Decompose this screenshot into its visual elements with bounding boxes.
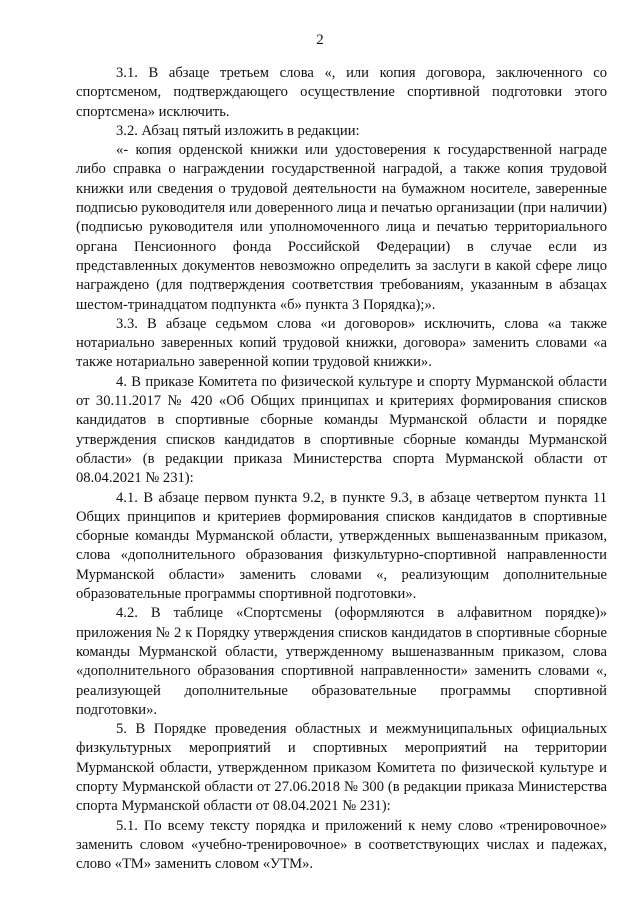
document-body xyxy=(76,64,607,874)
paragraph-3-2: 3.2. Абзац пятый изложить в редакции: xyxy=(116,122,360,139)
paragraph-3-2-quote: «- копия орденской книжки или удостоверения к государственной награде либо справка о награждении государственной наградой, а также копия трудовой книжки или сведения о трудовой деятельности на бумажном носителе, заверенные подписью руководителя или доверенного лица и печатью организации (при наличии) (подписью руководителя или уполномоченного лица и печатью территориального органа Пенсионного фонда Российской Федерации) в случае если из представленных документов невозможно определить за заслуги в какой сфере лицо награждено (для подтверждения соответствия требованиям, указанным в абзацах шестом-тринадцатом подпункта «б» пункта 3 Порядка);». xyxy=(76,142,607,313)
paragraph-3-1: 3.1. В абзаце третьем слова «, или копия договора, заключенного со спортсменом, подтверждающего осуществление спортивной подготовки этого спортсмена» исключить. xyxy=(76,65,607,120)
paragraph-3-3: 3.3. В абзаце седьмом слова «и договоров» исключить, слова «а также нотариально заверенных копий трудовой книжки, договора» заменить словами «а также нотариально заверенной копии трудовой книжки». xyxy=(76,315,607,371)
paragraph-5-1: 5.1. По всему тексту порядка и приложений к нему слово «тренировочное» заменить словом «учебно-тренировочное» в соответствующих числах и падежах, слово «ТМ» заменить словом «УТМ». xyxy=(76,817,607,873)
paragraph-4-1: 4.1. В абзаце первом пункта 9.2, в пункте 9.3, в абзаце четвертом пункта 11 Общих принципов и критериев формирования списков кандидатов в спортивные сборные команды Мурманской области, утвержденных вышеназванным приказом, слова «дополнительного образования физкультурно-спортивной направленности Мурманской области» заменить словами «, реализующим дополнительные образовательные программы спортивной подготовки». xyxy=(76,489,607,603)
paragraph-5: 5. В Порядке проведения областных и межмуниципальных официальных физкультурных мероприятий и спортивных мероприятий на территории Мурманской области, утвержденном приказом Комитета по физической культуре и спорту Мурманской области от 27.06.2018 № 300 (в редакции приказа Министерства спорта Мурманской области от 08.04.2021 № 231): xyxy=(76,721,607,815)
page-number: 2 xyxy=(316,32,324,48)
paragraph-4: 4. В приказе Комитета по физической культуре и спорту Мурманской области от 30.11.2017 № 420 «Об Общих принципах и критериях формирования списков кандидатов в спортивные сборные команды Мурманской области и порядке утверждения списков кандидатов в спортивные сборные команды Мурманской области» (в редакции приказа Министерства спорта Мурманской области от 08.04.2021 № 231): xyxy=(76,373,607,487)
paragraph-4-2: 4.2. В таблице «Спортсмены (оформляются в алфавитном порядке)» приложения № 2 к Порядку утверждения списков кандидатов в спортивные сборные команды Мурманской области, утвержденному вышеназванным приказом, слова «дополнительного образования спортивной направленности» заменить словами «, реализующей дополнительные образовательные программы спортивной подготовки». xyxy=(76,605,607,718)
